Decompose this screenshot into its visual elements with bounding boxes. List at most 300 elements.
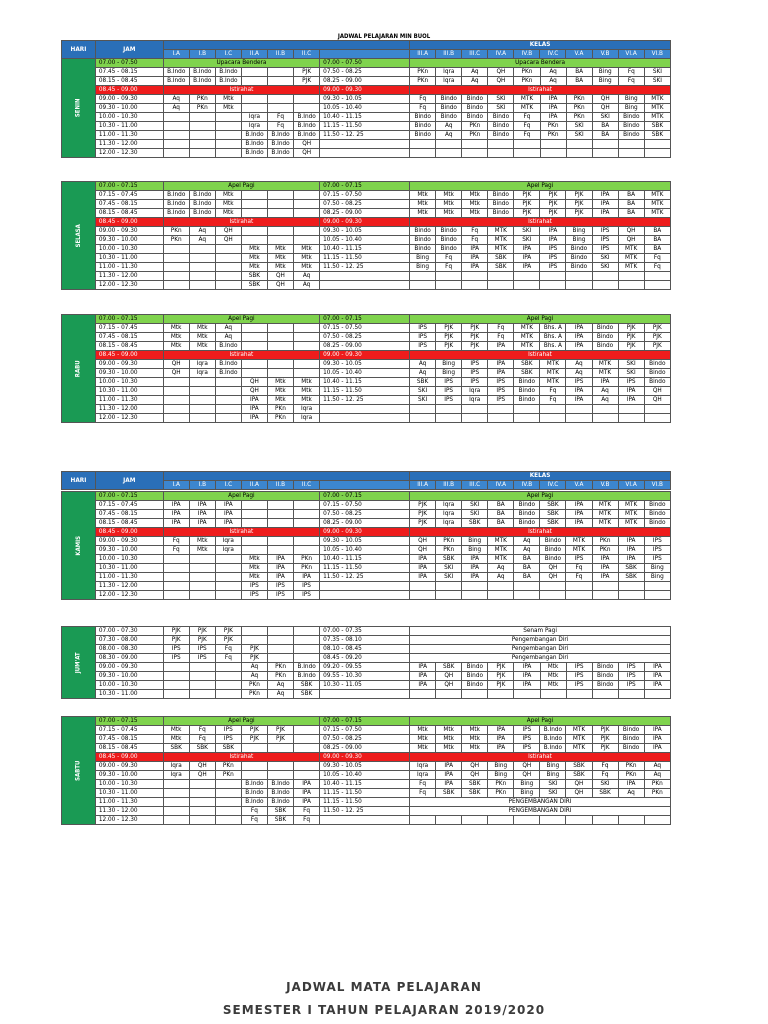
table-row [62,360,671,369]
table-row [62,245,671,254]
lesson-cell [163,113,189,122]
lesson-cell [540,149,566,158]
table-row [62,744,671,753]
time-slot: 11.50 - 12. 25 [320,573,410,582]
class-header-ii.b: II.B [267,50,293,59]
time-slot: 07.45 - 08.15 [95,200,163,209]
day-name: JUM'AT [74,652,82,673]
lesson-cell: Fq [514,122,540,131]
lesson-cell: Fq [410,780,436,789]
lesson-cell: Bing [436,360,462,369]
lesson-cell [241,333,267,342]
class-header-v.a: V.A [566,50,592,59]
time-slot: 07.15 - 07.45 [95,191,163,200]
lesson-cell: IPS [410,324,436,333]
lesson-cell [410,582,436,591]
lesson-cell: Bindo [566,263,592,272]
lesson-cell: SBK [163,744,189,753]
lesson-cell [267,369,293,378]
lesson-cell: SBK [241,281,267,290]
lesson-cell: SKI [592,780,618,789]
table-row [62,182,671,191]
header-jam: JAM [95,41,163,59]
lesson-cell: IPS [436,387,462,396]
time-slot: 10.05 - 10.40 [320,236,410,245]
lesson-cell [436,272,462,281]
lesson-cell [163,245,189,254]
lesson-cell: Aq [540,68,566,77]
lesson-cell: Iqra [410,771,436,780]
lesson-cell [267,510,293,519]
lesson-cell: IPS [644,546,670,555]
time-slot [320,405,410,414]
class-header-i.a: I.A [163,481,189,490]
lesson-cell: PJK [488,681,514,690]
lesson-cell [293,369,319,378]
lesson-cell: PJK [644,333,670,342]
lesson-cell: Bindo [462,113,488,122]
lesson-cell: PKn [566,95,592,104]
header-kelas: KELAS [410,41,671,50]
lesson-cell: Fq [592,771,618,780]
lesson-cell: MTK [540,360,566,369]
lesson-cell: QH [462,771,488,780]
lesson-cell: Bindo [618,726,644,735]
lesson-cell: Mtk [189,324,215,333]
lesson-cell [566,149,592,158]
lesson-cell: PJK [618,324,644,333]
lesson-cell: SBK [436,555,462,564]
lesson-cell [293,546,319,555]
lesson-cell [294,627,320,636]
lesson-cell: Bindo [488,191,514,200]
lesson-cell: IPA [592,209,618,218]
lesson-cell: Mtk [410,726,436,735]
lesson-cell: QH [644,387,670,396]
day-label [62,627,96,699]
time-slot: 11.50 - 12. 25 [320,263,410,272]
lesson-cell: IPS [436,396,462,405]
lesson-cell: Bing [540,771,566,780]
lesson-cell: Mtk [436,191,462,200]
lesson-cell: MTK [488,537,514,546]
lesson-cell [488,690,514,699]
lesson-cell [644,149,670,158]
lesson-cell: Fq [540,396,566,405]
table-row [62,351,671,360]
lesson-cell [268,627,294,636]
lesson-cell: Bindo [436,113,462,122]
class-header-i.b: I.B [189,481,215,490]
lesson-cell: Fq [410,789,436,798]
lesson-cell: Mtk [410,735,436,744]
lesson-cell: MTK [644,95,670,104]
lesson-cell: B.Indo [294,663,320,672]
lesson-cell: Fq [488,333,514,342]
lesson-cell: Aq [268,690,294,699]
lesson-cell: Mtk [410,744,436,753]
lesson-cell: SBK [294,690,320,699]
time-slot: 08.45 - 09.00 [95,351,163,360]
lesson-cell: Bing [462,546,488,555]
lesson-cell [267,762,293,771]
lesson-cell [436,591,462,600]
lesson-cell: Bindo [488,131,514,140]
lesson-cell [215,281,241,290]
lesson-cell: MTK [644,200,670,209]
lesson-cell: SBK [462,789,488,798]
activity-label: Istirahat [410,528,671,537]
lesson-cell: PJK [241,645,267,654]
lesson-cell: Bindo [618,131,644,140]
lesson-cell: SBK [540,501,566,510]
lesson-cell: IPS [488,396,514,405]
lesson-cell: Bindo [436,95,462,104]
lesson-cell: Mtk [436,744,462,753]
time-slot: 07.15 - 07.45 [95,324,163,333]
lesson-cell: IPS [267,582,293,591]
lesson-cell: Bing [566,236,592,245]
lesson-cell [163,681,189,690]
lesson-cell [294,636,320,645]
lesson-cell: SKI [514,227,540,236]
lesson-cell: IPA [241,405,267,414]
lesson-cell [163,414,189,423]
table-row [62,528,671,537]
lesson-cell: IPA [592,191,618,200]
lesson-cell: Mtk [293,378,319,387]
activity-label: Apel Pagi [410,182,671,191]
footer-line-2: SEMESTER I TAHUN PELAJARAN 2019/2020 [222,1003,546,1017]
lesson-cell [293,537,319,546]
lesson-cell: Bindo [592,342,618,351]
lesson-cell: Bing [462,537,488,546]
lesson-cell: IPA [514,263,540,272]
lesson-cell: Iqra [241,113,267,122]
lesson-cell: QH [618,236,644,245]
lesson-cell: PJK [410,501,436,510]
lesson-cell [163,789,189,798]
lesson-cell [410,690,436,699]
lesson-cell: B.Indo [163,68,189,77]
lesson-cell: Bindo [540,537,566,546]
lesson-cell: IPS [241,582,267,591]
lesson-cell [189,564,215,573]
time-slot: 11.15 - 11.50 [320,254,410,263]
lesson-cell [293,342,319,351]
lesson-cell: Aq [293,272,319,281]
lesson-cell: Mtk [163,324,189,333]
lesson-cell: SBK [644,122,670,131]
lesson-cell: Mtk [163,333,189,342]
lesson-cell [267,360,293,369]
lesson-cell [644,140,670,149]
activity-label: PENGEMBANGAN DIRI [410,798,671,807]
lesson-cell [618,414,644,423]
time-slot: 08.15 - 08.45 [95,342,163,351]
time-slot: 08.45 - 09.00 [95,218,163,227]
lesson-cell [268,104,294,113]
day-label [62,492,96,600]
class-header-iv.b: IV.B [514,481,540,490]
lesson-cell: B.Indo [540,726,566,735]
lesson-cell: Fq [618,68,644,77]
lesson-cell [514,816,540,825]
header-blank [163,472,409,481]
lesson-cell: PKn [293,555,319,564]
time-slot: 11.15 - 11.50 [320,798,410,807]
lesson-cell: Fq [410,95,436,104]
time-slot: 08.45 - 09.00 [95,528,163,537]
time-slot: 07.45 - 08.15 [95,333,163,342]
table-row [62,77,671,86]
lesson-cell [241,627,267,636]
lesson-cell [540,414,566,423]
lesson-cell [215,131,241,140]
time-slot: 11.00 - 11.30 [95,396,163,405]
lesson-cell: IPA [592,573,618,582]
lesson-cell [268,645,294,654]
time-slot: 09.00 - 09.30 [95,95,163,104]
lesson-cell [241,209,267,218]
lesson-cell [189,245,215,254]
time-slot: 09.30 - 10.05 [320,95,410,104]
lesson-cell: B.Indo [189,200,215,209]
lesson-cell [189,254,215,263]
time-slot: 11.50 - 12. 25 [320,131,410,140]
lesson-cell: MTK [514,324,540,333]
lesson-cell: BA [618,200,644,209]
time-slot: 12.00 - 12.30 [95,816,163,825]
lesson-cell: IPA [644,663,670,672]
lesson-cell: PKn [514,77,540,86]
lesson-cell: PJK [592,744,618,753]
lesson-cell: IPS [618,672,644,681]
lesson-cell: IPA [410,663,436,672]
lesson-cell: Fq [189,735,215,744]
lesson-cell [215,807,241,816]
table-row [62,200,671,209]
activity-label: Istirahat [163,528,319,537]
lesson-cell: QH [267,281,293,290]
lesson-cell: B.Indo [241,789,267,798]
lesson-cell: Fq [163,537,189,546]
lesson-cell: Bindo [644,369,670,378]
lesson-cell [462,272,488,281]
activity-label: Pengembangan Diri [410,636,671,645]
lesson-cell: QH [566,780,592,789]
lesson-cell: SKI [462,510,488,519]
lesson-cell: IPS [566,555,592,564]
time-slot: 10.40 - 11.15 [320,555,410,564]
lesson-cell [267,342,293,351]
table-row [62,263,671,272]
lesson-cell [436,816,462,825]
lesson-cell: Mtk [267,245,293,254]
lesson-cell: PKn [163,236,189,245]
lesson-cell: SBK [514,369,540,378]
lesson-cell [189,681,215,690]
lesson-cell [163,405,189,414]
lesson-cell: Bindo [592,324,618,333]
lesson-cell [215,681,241,690]
lesson-cell: QH [540,564,566,573]
lesson-cell [215,789,241,798]
lesson-cell [215,122,241,131]
lesson-cell: Aq [488,564,514,573]
lesson-cell: B.Indo [163,200,189,209]
lesson-cell: IPS [592,236,618,245]
lesson-cell [514,272,540,281]
lesson-cell: Bing [644,564,670,573]
time-slot [320,690,410,699]
time-slot: 09.30 - 10.05 [320,227,410,236]
lesson-cell: BA [644,227,670,236]
lesson-cell: QH [294,149,320,158]
lesson-cell: QH [540,573,566,582]
lesson-cell: PKn [189,104,215,113]
lesson-cell: PJK [189,636,215,645]
class-header-iii.c: III.C [462,481,488,490]
class-header-vi.b: VI.B [644,50,670,59]
time-slot: 07.00 - 07.50 [95,59,163,68]
lesson-cell: MTK [514,95,540,104]
lesson-cell [488,140,514,149]
lesson-cell: MTK [514,342,540,351]
lesson-cell: Iqra [436,510,462,519]
lesson-cell: SBK [540,519,566,528]
activity-label: Apel Pagi [163,492,319,501]
lesson-cell: IPS [514,735,540,744]
lesson-cell: IPA [410,564,436,573]
lesson-cell: BA [644,245,670,254]
lesson-cell: SKI [644,77,670,86]
lesson-cell [294,95,320,104]
lesson-cell: Mtk [293,263,319,272]
time-slot: 07.00 - 07.15 [95,717,163,726]
lesson-cell [215,245,241,254]
lesson-cell: MTK [644,209,670,218]
lesson-cell [163,672,189,681]
lesson-cell [215,387,241,396]
time-slot: 10.05 - 10.40 [320,546,410,555]
lesson-cell: Mtk [436,209,462,218]
lesson-cell [241,501,267,510]
time-slot: 09.00 - 09.30 [95,762,163,771]
lesson-cell [163,690,189,699]
lesson-cell: Fq [644,254,670,263]
activity-label: Pengembangan Diri [410,654,671,663]
lesson-cell: IPA [592,555,618,564]
time-slot: 08.25 - 09.00 [320,342,410,351]
lesson-cell: Mtk [293,254,319,263]
lesson-cell: Fq [488,324,514,333]
lesson-cell: SBK [267,816,293,825]
activity-label: Apel Pagi [410,315,671,324]
time-slot: 10.00 - 10.30 [95,378,163,387]
lesson-cell: IPA [644,744,670,753]
lesson-cell: Mtk [410,200,436,209]
lesson-cell: IPS [488,387,514,396]
lesson-cell [410,405,436,414]
lesson-cell: QH [436,681,462,690]
lesson-cell: Bindo [410,227,436,236]
time-slot: 08.15 - 08.45 [95,744,163,753]
lesson-cell [436,405,462,414]
lesson-cell: PJK [488,663,514,672]
time-slot: 07.00 - 07.15 [320,717,410,726]
lesson-cell [241,77,267,86]
lesson-cell: QH [267,272,293,281]
lesson-cell: Bindo [488,200,514,209]
lesson-cell [618,272,644,281]
lesson-cell: QH [163,369,189,378]
lesson-cell [592,591,618,600]
lesson-cell: B.Indo [163,191,189,200]
lesson-cell [241,636,267,645]
lesson-cell: PJK [592,726,618,735]
lesson-cell: PJK [189,627,215,636]
lesson-cell: B.Indo [294,131,320,140]
lesson-cell: IPA [488,369,514,378]
lesson-cell: Mtk [215,191,241,200]
lesson-cell: B.Indo [267,780,293,789]
lesson-cell: Aq [410,360,436,369]
lesson-cell: Iqra [462,396,488,405]
time-slot: 08.45 - 09.00 [95,86,163,95]
lesson-cell [163,591,189,600]
lesson-cell: B.Indo [241,131,267,140]
lesson-cell: IPS [540,263,566,272]
lesson-cell: IPA [566,333,592,342]
day-label [62,315,96,423]
day-label [62,59,96,158]
lesson-cell: Aq [566,360,592,369]
lesson-cell [618,281,644,290]
lesson-cell [293,726,319,735]
lesson-cell [215,564,241,573]
time-slot: 12.00 - 12.30 [95,414,163,423]
lesson-cell: BA [644,236,670,245]
lesson-cell: Iqra [436,501,462,510]
lesson-cell: Bing [488,771,514,780]
lesson-cell: Aq [163,95,189,104]
lesson-cell: IPA [540,95,566,104]
time-slot: 09.00 - 09.30 [95,227,163,236]
lesson-cell: B.Indo [294,122,320,131]
lesson-cell [189,281,215,290]
lesson-cell: Bindo [644,360,670,369]
table-row [62,369,671,378]
lesson-cell [592,816,618,825]
lesson-cell: PJK [267,726,293,735]
class-header-iii.a: III.A [410,481,436,490]
lesson-cell: Aq [592,387,618,396]
lesson-cell: Mtk [215,209,241,218]
table-row [62,95,671,104]
table-row [62,378,671,387]
lesson-cell: PKn [540,131,566,140]
lesson-cell [215,780,241,789]
lesson-cell [215,254,241,263]
header-kelas: KELAS [410,472,671,481]
lesson-cell [241,227,267,236]
lesson-cell: IPS [566,681,592,690]
lesson-cell [267,519,293,528]
lesson-cell: PJK [462,324,488,333]
time-slot: 08.15 - 08.45 [95,77,163,86]
day-name: RABU [74,360,82,377]
